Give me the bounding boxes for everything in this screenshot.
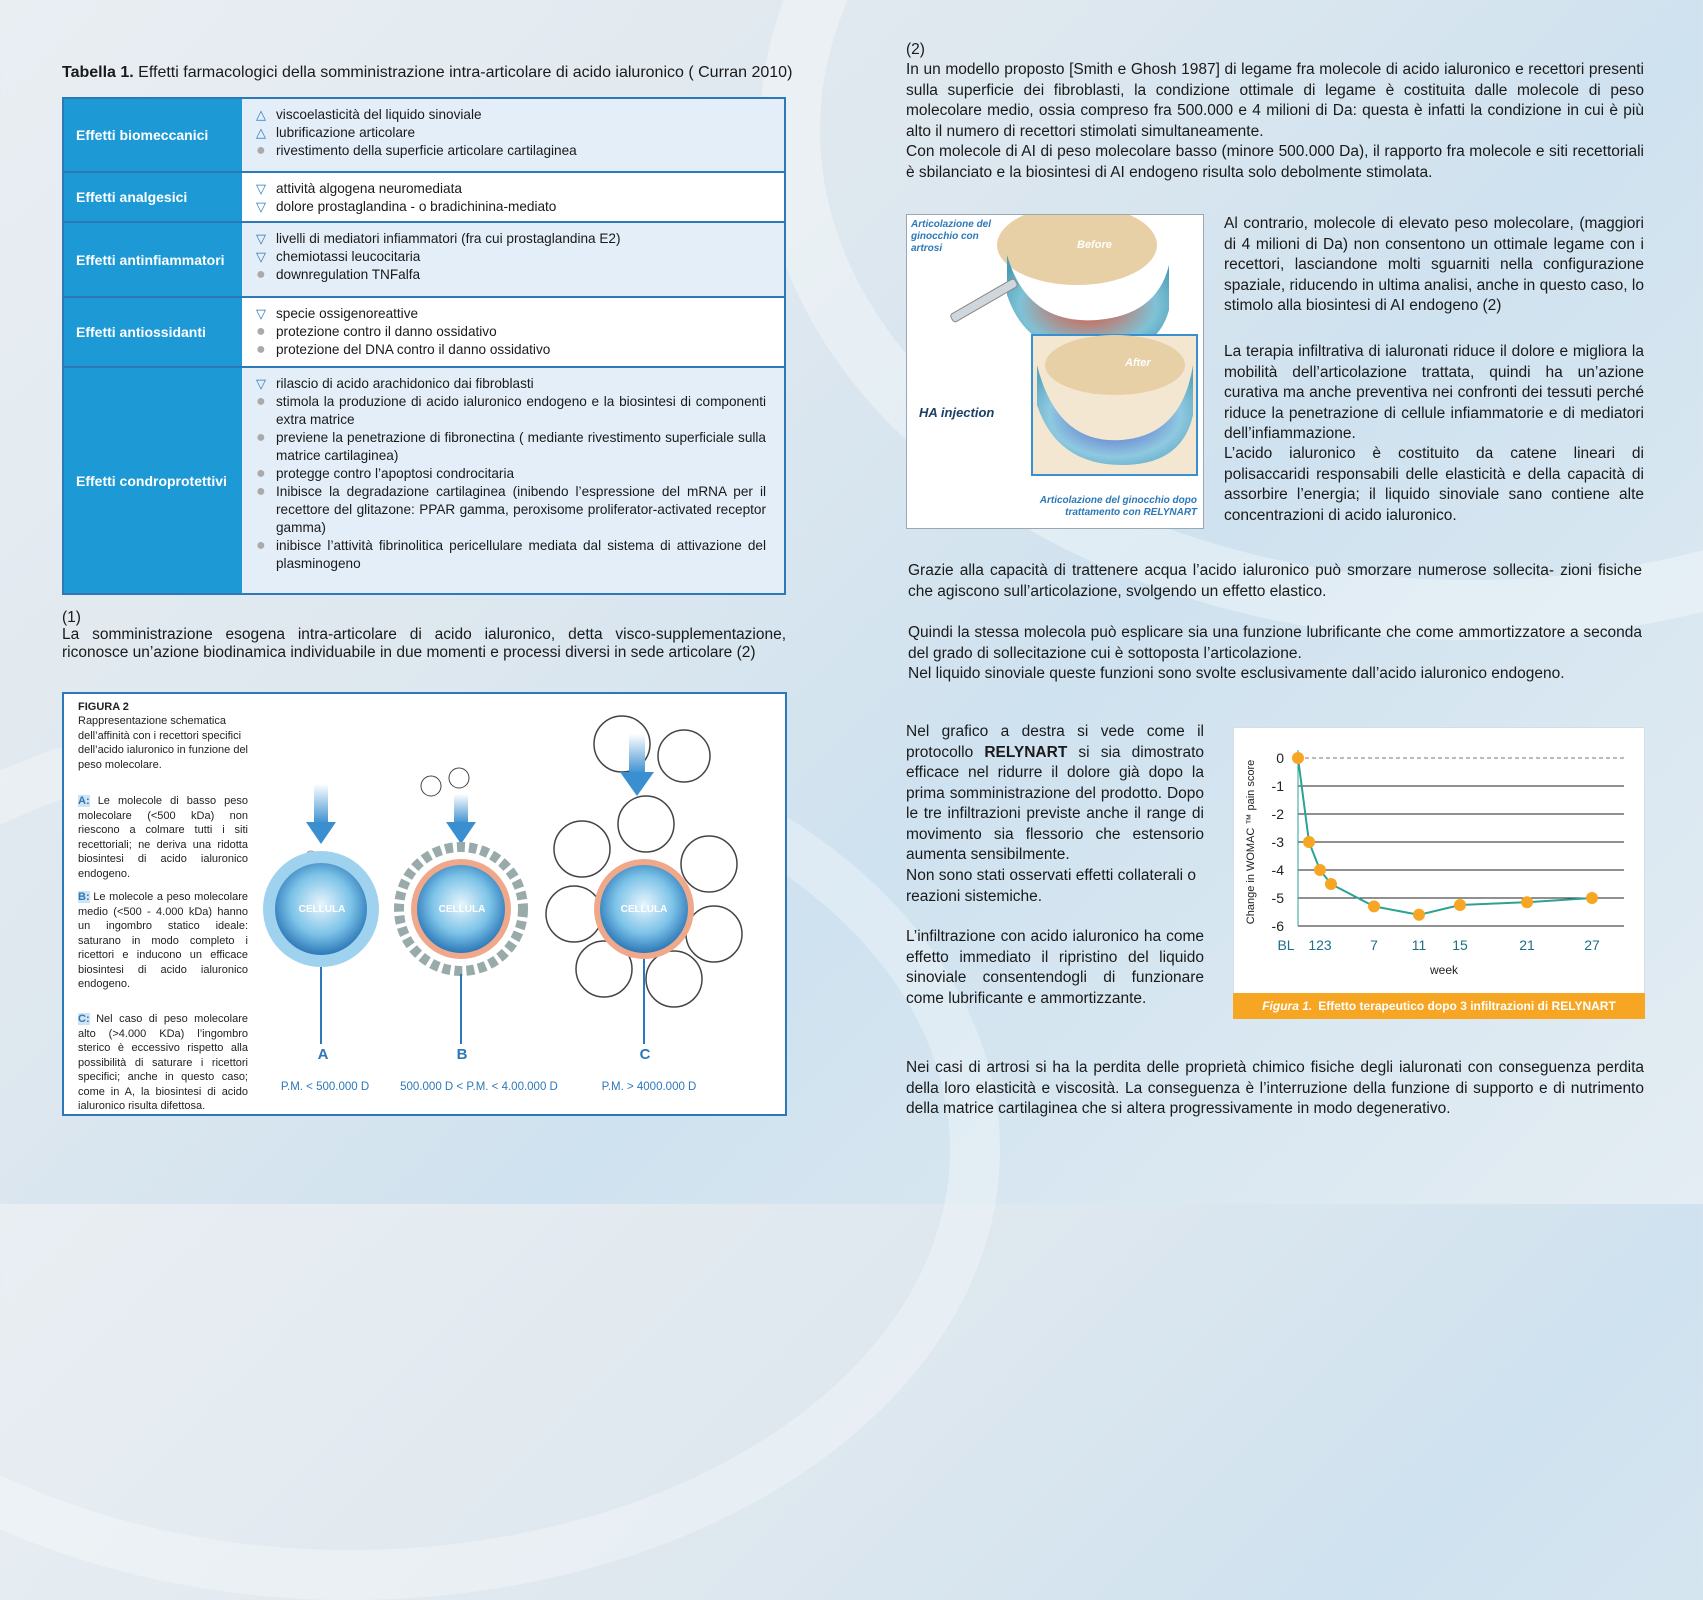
row-items: ▽ rilascio di acido arachidonico dai fibroblasti ● stimola la produzione di acido ialuronico endogeno e la biosintesi di componenti extra matrice ● previene la penetrazione di fibronectina ( mediante rivestimento superficiale sulla matrice cartilaginea) ● protegge contro l’apoptosi condrocitaria ● Inibisce la degradazione cartilaginea (inibendo l’espressione del mRNA per il recettore del glitazone: PPAR gamma, peroxisome proliferator-activated receptor gamma) ● inibisce l’attività fibrinolitica pericellulare mediata dal sistema di attivazione del plasminogeno — [242, 368, 784, 593]
x-axis-label: week — [1429, 963, 1459, 977]
letter-a: A — [317, 1046, 329, 1063]
figure-title: FIGURA 2 — [78, 701, 129, 713]
data-point — [1303, 836, 1315, 848]
row-label: Effetti condroprotettivi — [64, 368, 242, 593]
table-row — [64, 173, 784, 223]
knee-top-caption: Articolazione del ginocchio con artrosi — [911, 219, 992, 254]
bone-shape — [1045, 335, 1185, 395]
x-tick-label: 11 — [1411, 937, 1427, 953]
paragraph: Non sono stati osservati effetti collaterali o reazioni sistemiche. — [906, 867, 1197, 905]
paragraph: Con molecole di AI di peso molecolare basso (minore 500.000 Da), il rapporto fra molecole e siti recettoriali è sbilanciato e la biosintesi di AI endogeno risulta solo debolmente stimolata. — [906, 143, 1644, 181]
pain-score-chart — [1234, 728, 1644, 994]
x-tick-label: 7 — [1370, 937, 1378, 953]
knee-figure — [906, 214, 1204, 529]
figure-2 — [62, 692, 787, 1116]
row-items: ▽ attività algogena neuromediata ▽ dolore prostaglandina - o bradichinina-mediato — [242, 173, 784, 221]
x-tick-label: 15 — [1452, 937, 1468, 953]
x-tick-label: BL — [1277, 937, 1295, 953]
figure-intro: Rappresentazione schematica dell’affinità con i recettori specifici dell’acido ialuronico in funzione del peso molecolare. — [78, 715, 249, 771]
note-num: (1) — [62, 609, 81, 626]
range-b: 500.000 D < P.M. < 4.00.000 D — [400, 1081, 558, 1093]
row-label: Effetti antinfiammatori — [64, 223, 242, 296]
table-row — [64, 223, 784, 298]
data-point — [1521, 896, 1533, 908]
data-point — [1454, 899, 1466, 911]
caption-c: C: Nel caso di peso molecolare alto (>4.000 KDa) l’ingombro sterico è eccessivo rispetto alla possibilità di saturare i ricettori specifici; anche in questo caso; come in A, la biosintesi di acido ialuronico risulta difettosa. — [78, 1013, 248, 1112]
letter-c: C — [639, 1046, 651, 1063]
table-row — [64, 99, 784, 173]
data-point — [1413, 909, 1425, 921]
table-title: Tabella 1. Effetti farmacologici della somministrazione intra-articolare di acido ialuronico ( Curran 2010) — [62, 64, 793, 81]
paragraph: Nel grafico a destra si vede come il protocollo RELYNART si sia dimostrato efficace nel ridurre il dolore già dopo la prima somministrazione del prodotto. Dopo le tre infiltrazioni previste anche il range di movimento sia flessorio che estensorio aumenta sensibilmente. — [906, 723, 1204, 863]
x-tick-label: 21 — [1519, 937, 1535, 953]
y-tick-label: -1 — [1271, 778, 1284, 794]
row-label: Effetti antiossidanti — [64, 298, 242, 366]
caption-a: A: Le molecole di basso peso molecolare (<500 kDa) non riescono a colmare tutti i siti recettoriali; ne deriva una ridotta biosintesi di acido ialuronico endogeno. — [78, 795, 248, 880]
paragraph: Nei casi di artrosi si ha la perdita delle proprietà chimico fisiche degli ialuronati con conseguenza perdita della loro elasticità e viscosità. La conseguenza è l’interruzione della funzione di supporto e di nutrimento della matrice cartilaginea che si altera progressivamente in modo degenerativo. — [906, 1059, 1644, 1117]
table-row — [64, 368, 784, 593]
table-row — [64, 298, 784, 368]
chart-caption: Figura 1. Effetto terapeutico dopo 3 infiltrazioni di RELYNART — [1233, 993, 1645, 1019]
x-tick-label: 27 — [1584, 937, 1600, 953]
y-tick-label: -2 — [1271, 806, 1284, 822]
paragraph: Al contrario, molecole di elevato peso molecolare, (maggiori di 4 milioni di Da) non consentono un ottimale legame con i recettori, lasciandone molti sguarniti nella configurazione spaziale, riducendo in ultima analisi, anche in questo caso, lo stimolo alla biosintesi di AI endogeno (2) — [1224, 215, 1644, 314]
paragraph: In un modello proposto [Smith e Ghosh 1987] di legame fra molecole di acido ialuronico e recettori presenti sulla superficie dei fibroblasti, la condizione ottimale di legame è costituita dalle molecole di peso molecolare medio, ossia compreso fra 500.000 e 4 milioni di Da: questa è infatti la condizione in cui è più alto il numero di recettori stimolati simultaneamente. — [906, 61, 1644, 140]
row-items: ▽ livelli di mediatori infiammatori (fra cui prostaglandina E2) ▽ chemiotassi leucocitaria ● downregulation TNFalfa — [242, 223, 784, 296]
cell-c — [546, 716, 742, 1044]
cell-label-a: CELLULA — [298, 904, 346, 915]
row-label: Effetti biomeccanici — [64, 99, 242, 171]
chart-panel — [1233, 727, 1645, 1019]
row-items: △ viscoelasticità del liquido sinoviale △ lubrificazione articolare ● rivestimento della superficie articolare cartilaginea — [242, 99, 784, 171]
cell-label-c: CELLULA — [620, 904, 668, 915]
paragraph: L’infiltrazione con acido ialuronico ha come effetto immediato il ripristino del liquido sinoviale consentendogli di funzionare come lubrificante e ammortizzante. — [906, 928, 1204, 1007]
p-num: (2) — [906, 41, 925, 58]
y-tick-label: -3 — [1271, 834, 1284, 850]
knee-bottom-caption: Articolazione del ginocchio dopo trattamento con RELYNART — [1039, 495, 1197, 518]
y-tick-label: -6 — [1271, 918, 1284, 934]
ha-injection-label: HA injection — [919, 405, 995, 420]
paragraph: La terapia infiltrativa di ialuronati riduce il dolore e migliora la mobilità dell’articolazione trattata, quindi ha un’azione curativa ma anche preventiva nei confronti dei tessuti perché riduce la penetrazione di cellule infiammatorie e di mediatori dell’infiammazione. — [1224, 343, 1644, 442]
range-a: P.M. < 500.000 D — [280, 1081, 370, 1093]
cell-label-b: CELLULA — [438, 904, 486, 915]
y-tick-label: -4 — [1271, 862, 1284, 878]
x-tick-label: 123 — [1308, 937, 1332, 953]
syringe-icon — [950, 278, 1019, 323]
series-line — [1298, 758, 1592, 915]
data-point — [1314, 864, 1326, 876]
caption-b: B: Le molecole a peso molecolare medio (<500 - 4.000 kDa) hanno un ingombro statico ideale: saturano in modo completo i ricettori e inducono un efficace biosintesi di acido ialuronico endogeno. — [78, 891, 248, 990]
paragraph: Quindi la stessa molecola può esplicare sia una funzione lubrificante che come ammortizzatore a seconda del grado di sollecitazione cui è sottoposta l’articolazione. — [908, 624, 1642, 662]
range-c: P.M. > 4000.000 D — [601, 1081, 697, 1093]
data-point — [1368, 900, 1380, 912]
y-tick-label: -5 — [1271, 890, 1284, 906]
paragraph: Grazie alla capacità di trattenere acqua l’acido ialuronico può smorzare numerose sollecita- zioni fisiche che agiscono sull’articolazione, svolgendo un effetto elastico. — [908, 562, 1642, 600]
letter-b: B — [456, 1046, 468, 1063]
data-point — [1325, 878, 1337, 890]
row-items: ▽ specie ossigenoreattive ● protezione contro il danno ossidativo ● protezione del DNA contro il danno ossidativo — [242, 298, 784, 366]
paragraph: L’acido ialuronico è costituito da catene lineari di polisaccaridi responsabili delle elasticità e della capacità di assorbire l’energia; il liquido sinoviale sano contiene alte concentrazioni di acido ialuronico. — [1224, 445, 1644, 524]
y-tick-label: 0 — [1276, 750, 1284, 766]
data-point — [1586, 892, 1598, 904]
paragraph: Nel liquido sinoviale queste funzioni sono svolte esclusivamente dall’acido ialuronico endogeno. — [908, 665, 1565, 682]
row-label: Effetti analgesici — [64, 173, 242, 221]
effects-table — [62, 97, 786, 595]
data-point — [1292, 752, 1304, 764]
before-label: Before — [1077, 239, 1112, 251]
after-label: After — [1125, 357, 1151, 369]
y-axis-label: Change in WOMAC ™ pain score — [1245, 759, 1257, 925]
note-text: La somministrazione esogena intra-articolare di acido ialuronico, detta visco-supplementazione, riconosce un’azione biodinamica individuabile in due momenti e processi diversi in sede articolare (2) — [62, 626, 786, 661]
